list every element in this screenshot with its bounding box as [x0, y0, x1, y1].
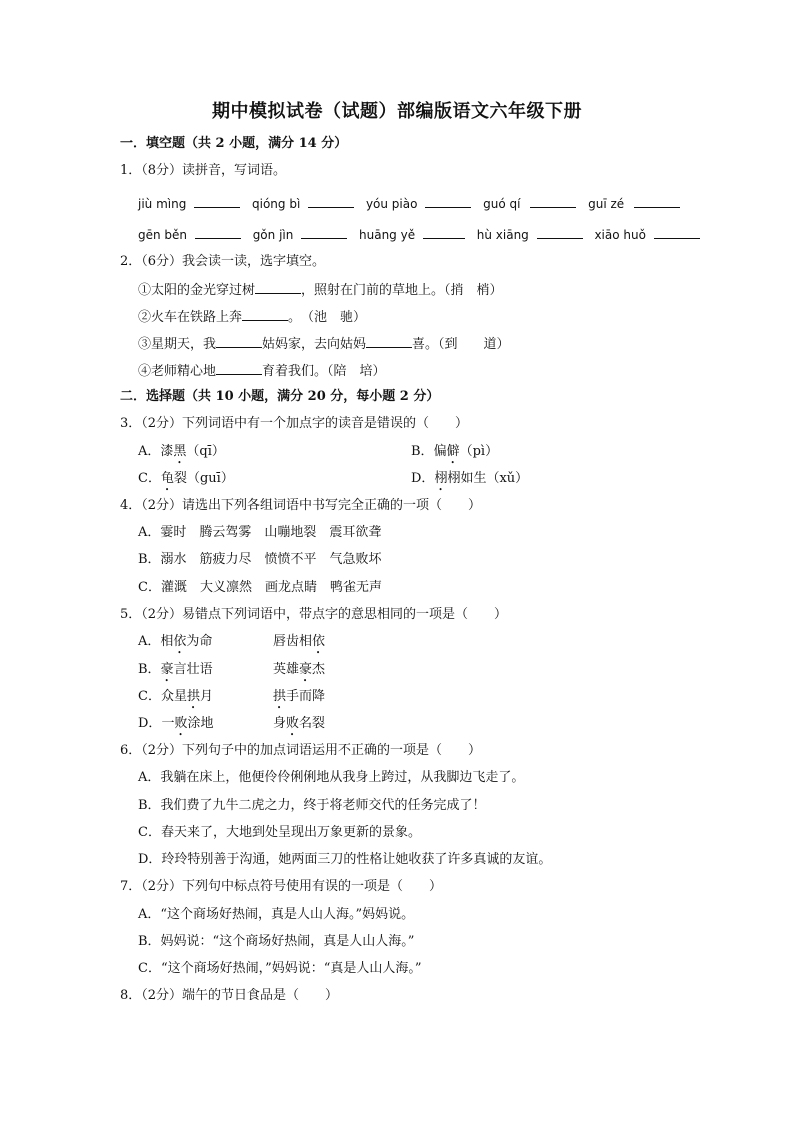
pinyin-item: guī zé — [588, 197, 625, 211]
answer-blank[interactable] — [301, 225, 347, 239]
option-label: C． — [138, 471, 161, 486]
answer-blank[interactable] — [242, 307, 288, 321]
q2-item-text: ②火车在铁路上奔 — [138, 310, 243, 325]
option-text: 名裂 — [299, 716, 326, 731]
q3-option-a[interactable] — [138, 443, 225, 467]
answer-blank[interactable] — [255, 280, 301, 294]
pinyin-item: hù xiāng — [476, 228, 529, 242]
q2-item-text: ③星期天，我 — [138, 337, 217, 352]
pinyin-item: guó qí — [483, 197, 521, 211]
pinyin-item: yóu piào — [365, 197, 418, 211]
answer-blank[interactable] — [216, 361, 262, 375]
option-text: 众星 — [160, 689, 187, 704]
q2-item-4 — [138, 361, 386, 381]
option-text: 为命 — [186, 634, 213, 649]
option-text: 英雄 — [273, 662, 300, 677]
q2-item-text: ④老师精心地 — [138, 364, 217, 379]
page-title: 期中模拟试卷（试题）部编版语文六年级下册 — [212, 101, 582, 122]
q2-item-text: 姑妈家，去向姑妈 — [262, 337, 367, 352]
q5-option-b-pair — [273, 661, 325, 685]
option-text: 一 — [161, 716, 175, 731]
option-text: 杰 — [312, 662, 326, 677]
q7-stem: 7．（2分）下列句中标点符号使用有误的一项是（ ） — [120, 879, 443, 894]
q6-stem: 6．（2分）下列句子中的加点词语运用不正确的一项是（ ） — [120, 743, 482, 758]
q6-option-a[interactable]: A．我躺在床上，他便伶伶俐俐地从我身上跨过，从我脚边飞走了。 — [138, 770, 525, 785]
q6-option-c[interactable]: C．春天来了，大地到处呈现出万象更新的景象。 — [138, 825, 421, 840]
q2-item-text: ①太阳的金光穿过树 — [138, 283, 256, 298]
dotted-char: 败 — [174, 716, 188, 731]
dotted-char: 败 — [286, 716, 300, 731]
q5-option-a-pair — [273, 633, 325, 657]
option-text: 身 — [273, 716, 287, 731]
option-label: D． — [138, 716, 162, 731]
q2-item-3 — [138, 334, 510, 354]
q4-option-b[interactable]: B．溺水 筋疲力尽 愤愤不平 气急败坏 — [138, 552, 382, 567]
q5-option-b[interactable] — [138, 661, 213, 685]
option-text: 裂（guī） — [173, 471, 234, 486]
dotted-char: 豪 — [160, 662, 174, 677]
option-text: 偏 — [433, 444, 447, 459]
q3-option-c[interactable] — [138, 470, 234, 494]
q2-item-1 — [138, 280, 503, 300]
pinyin-row-2 — [138, 225, 700, 244]
pinyin-item: huāng yě — [359, 228, 416, 242]
pinyin-item: xiāo huǒ — [594, 228, 646, 242]
pinyin-item: jiù mìng — [138, 197, 187, 211]
dotted-char: 龟 — [160, 471, 174, 486]
option-label: D． — [411, 471, 435, 486]
answer-blank[interactable] — [366, 334, 412, 348]
answer-blank[interactable] — [423, 225, 465, 239]
q5-stem: 5．（2分）易错点下列词语中，带点字的意思相同的一项是（ ） — [120, 607, 508, 622]
answer-blank[interactable] — [634, 194, 680, 208]
option-text: （pì） — [459, 444, 499, 459]
section1-heading: 一．填空题（共 2 小题，满分 14 分） — [120, 136, 348, 151]
option-text: 言壮语 — [173, 662, 213, 677]
option-text: 相 — [160, 634, 174, 649]
q2-item-2 — [138, 307, 366, 327]
answer-blank[interactable] — [194, 194, 240, 208]
section2-heading: 二．选择题（共 10 小题，满分 20 分，每小题 2 分） — [120, 389, 440, 404]
pinyin-item: qióng bì — [252, 197, 301, 211]
pinyin-item: gǒn jìn — [252, 228, 294, 242]
q5-option-c[interactable] — [138, 688, 213, 712]
q2-stem: 2．（6分）我会读一读，选字填空。 — [120, 254, 326, 269]
q7-option-b[interactable]: B．妈妈说：“这个商场好热闹，真是人山人海。” — [138, 934, 415, 949]
answer-blank[interactable] — [654, 225, 700, 239]
q4-option-a[interactable]: A．霎时 腾云驾雾 山嘣地裂 震耳欲聋 — [138, 525, 382, 540]
q5-option-c-pair — [273, 688, 325, 712]
q4-option-c[interactable]: C．灌溉 大义凛然 画龙点睛 鸭雀无声 — [138, 580, 382, 595]
answer-blank[interactable] — [530, 194, 576, 208]
dotted-char: 黑 — [173, 444, 187, 459]
answer-blank[interactable] — [425, 194, 471, 208]
answer-blank[interactable] — [537, 225, 583, 239]
option-text: 唇齿相 — [273, 634, 313, 649]
q1-stem: 1．（8分）读拼音，写词语。 — [120, 163, 287, 178]
option-label: A． — [138, 634, 161, 649]
answer-blank[interactable] — [195, 225, 241, 239]
q6-option-b[interactable]: B．我们费了九牛二虎之力，终于将老师交代的任务完成了！ — [138, 798, 486, 813]
pinyin-row-1 — [138, 194, 680, 213]
dotted-char: 栩 — [434, 471, 448, 486]
q8-stem: 8．（2分）端午的节日食品是（ ） — [120, 988, 339, 1003]
dotted-char: 僻 — [446, 444, 460, 459]
q3-option-d[interactable] — [411, 470, 528, 494]
option-label: A． — [138, 444, 161, 459]
option-text: 漆 — [160, 444, 174, 459]
q2-item-text: 。 （池 驰） — [288, 310, 367, 325]
option-text: 手而降 — [286, 689, 326, 704]
dotted-char: 豪 — [299, 662, 313, 677]
q3-stem: 3．（2分）下列词语中有一个加点字的读音是错误的（ ） — [120, 416, 469, 431]
dotted-char: 依 — [312, 634, 326, 649]
q7-option-a[interactable]: A．“这个商场好热闹，真是人山人海。”妈妈说。 — [138, 907, 415, 922]
q5-option-a[interactable] — [138, 633, 212, 657]
option-text: 涂地 — [187, 716, 214, 731]
option-text: 栩如生（xǔ） — [447, 471, 529, 486]
q5-option-d[interactable] — [138, 715, 213, 739]
q7-option-c[interactable]: C．“这个商场好热闹，”妈妈说：“真是人山人海。” — [138, 961, 422, 976]
option-label: B． — [138, 662, 161, 677]
answer-blank[interactable] — [216, 334, 262, 348]
answer-blank[interactable] — [308, 194, 354, 208]
dotted-char: 依 — [173, 634, 187, 649]
q4-stem: 4．（2分）请选出下列各组词语中书写完全正确的一项（ ） — [120, 498, 482, 513]
option-text: 月 — [199, 689, 213, 704]
q6-option-d[interactable]: D．玲玲特别善于沟通，她两面三刀的性格让她收获了许多真诚的友谊。 — [138, 852, 552, 867]
q2-item-text: ，照射在门前的草地上。（捎 梢） — [301, 283, 503, 298]
q3-option-b[interactable] — [411, 443, 498, 467]
option-label: C． — [138, 689, 161, 704]
dotted-char: 拱 — [186, 689, 200, 704]
pinyin-item: gēn běn — [138, 228, 188, 242]
q2-item-text: 喜。（到 道） — [412, 337, 510, 352]
q2-item-text: 育着我们。（陪 培） — [262, 364, 386, 379]
dotted-char: 拱 — [273, 689, 287, 704]
option-text: （qī） — [186, 444, 225, 459]
option-label: B． — [411, 444, 434, 459]
q5-option-d-pair — [273, 715, 325, 739]
